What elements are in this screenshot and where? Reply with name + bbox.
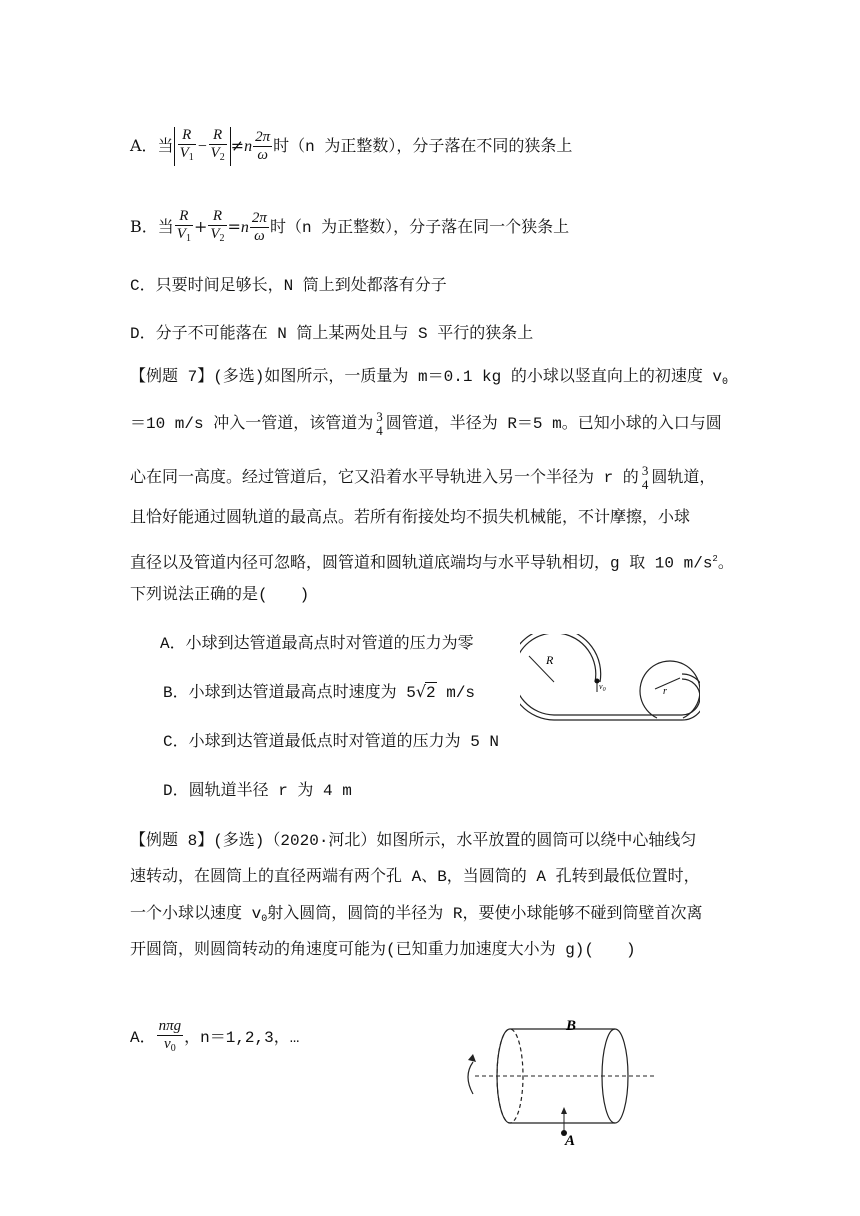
fraction-r-v2 <box>209 127 227 166</box>
ex7-text: 心在同一高度。经过管道后，它又沿着水平导轨进入另一个半径为 r 的 <box>130 469 639 488</box>
den <box>178 145 196 166</box>
q6-option-a <box>130 127 572 166</box>
sqrt-icon: √ <box>415 682 427 701</box>
ex8-line-4: 开圆筒，则圆筒转动的角速度可能为(已知重力加速度大小为 g)( ) <box>130 941 636 959</box>
den-v: V <box>210 226 220 242</box>
ex7-line-4: 且恰好能通过圆轨道的最高点。若所有衔接处均不损失机械能，不计摩擦，小球 <box>130 509 691 527</box>
n-var: n <box>244 138 253 155</box>
num: 3 <box>641 463 649 478</box>
ex7-line-3 <box>130 464 715 492</box>
fraction-npig-v0 <box>157 1018 184 1057</box>
num: 2π <box>255 129 271 145</box>
ex7-line-6: 下列说法正确的是( ) <box>130 586 310 604</box>
ex7-line-5 <box>130 549 734 573</box>
den: ω <box>254 228 265 244</box>
den-sub: 2 <box>219 152 225 163</box>
den-sub: 2 <box>219 233 225 244</box>
pipe-track-figure <box>520 634 700 722</box>
ex7-sup: 2 <box>712 554 718 564</box>
num: R <box>175 208 193 226</box>
ex7-line-1 <box>130 367 728 393</box>
ex7-text: 【例题 7】(多选)如图所示，一质量为 m＝0.1 kg 的小球以竖直向上的初速度 v <box>130 368 723 386</box>
num: 2π <box>251 210 267 226</box>
ex7-text: 直径以及管道内径可忽略，圆管道和圆轨道底端均与水平导轨相切，g 取 10 m/s <box>130 554 713 573</box>
den-v: v <box>164 1036 171 1052</box>
label-b: B <box>566 1018 577 1034</box>
den-sub: 0 <box>170 1043 176 1054</box>
neq-sign: ≠ <box>230 136 245 155</box>
fraction-3-4 <box>374 410 385 438</box>
num: R <box>209 127 227 145</box>
label-a: A <box>565 1133 576 1146</box>
fraction-r-v1 <box>175 208 193 247</box>
ex8-option-a <box>130 1018 299 1057</box>
fraction-r-v2 <box>208 208 226 247</box>
rotation-arrow-head <box>468 1054 476 1062</box>
ex7-option-a: A．小球到达管道最高点时对管道的压力为零 <box>160 635 474 653</box>
num: R <box>208 208 226 226</box>
fraction-r-v1 <box>178 127 196 166</box>
circle-track <box>640 661 700 718</box>
fraction-2pi-omega <box>253 129 272 164</box>
ex7-text: 圆轨道， <box>651 469 716 488</box>
ex7-option-b <box>163 682 475 703</box>
q6-a-suffix: 时（n 为正整数），分子落在不同的狭条上 <box>273 138 573 156</box>
q6-option-c: C．只要时间足够长，N 筒上到处都落有分子 <box>130 277 447 295</box>
num: 3 <box>376 409 383 424</box>
cylinder-figure <box>455 1014 665 1146</box>
den-v: V <box>176 226 186 242</box>
plus-sign: + <box>193 217 208 236</box>
ex7-text: 。 <box>717 554 734 573</box>
minus-sign: − <box>196 138 208 155</box>
label-r-big: R <box>546 653 554 667</box>
sqrt-value: 2 <box>426 684 436 702</box>
q6-b-suffix: 时（n 为正整数），分子落在同一个狭条上 <box>269 219 570 237</box>
q6-a-prefix: A．当 <box>130 136 174 155</box>
q6-option-b <box>130 208 569 247</box>
label-v0 <box>599 682 606 693</box>
rotation-arrow <box>468 1062 473 1094</box>
den-sub: 1 <box>185 233 191 244</box>
ex8-line-2: 速转动，在圆筒上的直径两端有两个孔 A、B，当圆筒的 A 孔转到最低位置时， <box>130 868 700 886</box>
den <box>208 226 226 247</box>
den <box>209 145 227 166</box>
label-v-sub: 0 <box>602 687 606 693</box>
radius-line-small <box>655 678 680 689</box>
n-var: n <box>240 219 249 236</box>
den-sub: 1 <box>188 152 194 163</box>
label-r-small: r <box>663 686 667 697</box>
ex7-text: 圆管道，半径为 R＝5 m。已知小球的入口与圆 <box>385 415 722 434</box>
fraction-2pi-omega <box>250 210 269 245</box>
den: 4 <box>376 423 383 438</box>
q6-option-d: D．分子不可能落在 N 筒上某两处且与 S 平行的狭条上 <box>130 325 534 343</box>
num: nπg <box>158 1018 182 1034</box>
ex8-text: 射入圆筒，圆筒的半径为 R，要使小球能够不碰到筒壁首次离 <box>267 905 703 923</box>
ex8-opt-a-prefix: A． <box>130 1029 156 1047</box>
label-v: v <box>599 682 603 691</box>
ex7-line-2 <box>130 410 722 438</box>
den <box>157 1036 184 1057</box>
fraction-3-4 <box>640 464 651 492</box>
ex8-v0-sub: 0 <box>261 914 268 925</box>
q6-b-prefix: B．当 <box>130 217 174 236</box>
ball-arrow-head <box>561 1107 567 1114</box>
ex7-text: ＝10 m/s 冲入一管道，该管道为 <box>130 415 374 434</box>
ex7-option-c: C．小球到达管道最低点时对管道的压力为 5 N <box>163 733 500 751</box>
ex7-opt-b-text: B．小球到达管道最高点时速度为 5 <box>163 684 416 702</box>
den: 4 <box>641 477 649 492</box>
den <box>175 226 193 247</box>
pipe-outer <box>520 634 700 720</box>
ex8-text: 一个小球以速度 v <box>130 905 262 923</box>
ex7-opt-b-unit: m/s <box>436 684 476 702</box>
eq-sign: = <box>227 217 241 236</box>
den-v: V <box>210 145 220 161</box>
ex8-opt-a-suffix: ，n＝1,2,3，… <box>184 1029 300 1047</box>
den: ω <box>257 147 268 163</box>
ex7-v0-sub: 0 <box>722 377 729 388</box>
ex8-line-3 <box>130 904 702 930</box>
den-v: V <box>179 145 189 161</box>
num: R <box>178 127 196 145</box>
abs-expression <box>174 127 231 166</box>
ex7-option-d: D．圆轨道半径 r 为 4 m <box>163 782 352 800</box>
ex8-line-1: 【例题 8】(多选)（2020·河北）如图所示，水平放置的圆筒可以绕中心轴线匀 <box>130 832 697 850</box>
